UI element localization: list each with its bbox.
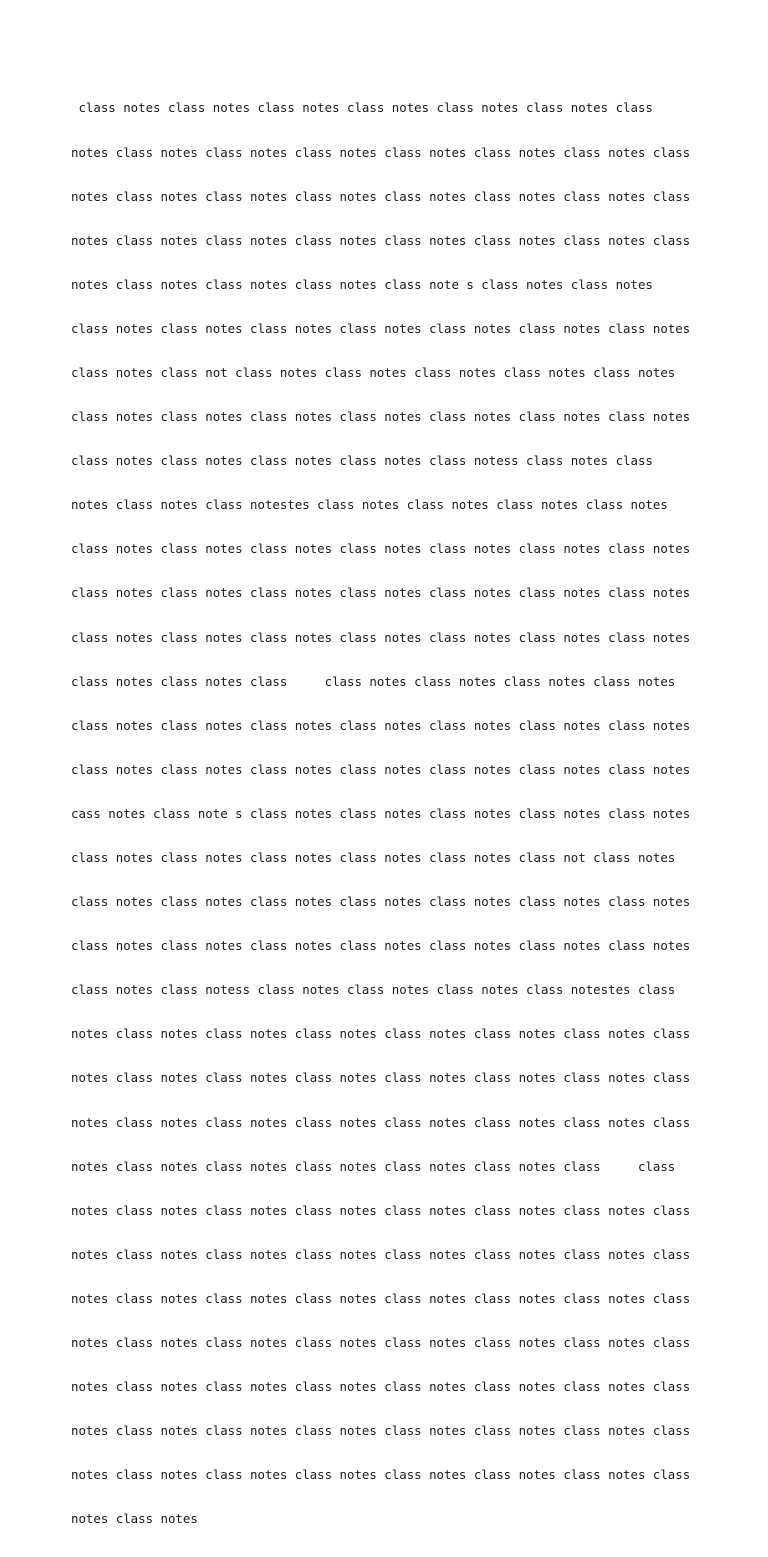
text-line: notes class notes class notes class notes class notes class notes class notes class bbox=[71, 1114, 691, 1130]
text-line: cass notes class note s class notes class notes class notes class notes class notes bbox=[71, 805, 691, 821]
text-line: class notes class notes class notes class notes class notes class not class notes bbox=[71, 850, 676, 865]
text-line: class notes class notes class notes class notes class notes class notes class notes bbox=[71, 894, 691, 910]
text-line: class notes class not class notes class notes class notes class notes class notes bbox=[71, 364, 676, 380]
text-line: class notes class notes class notes class notes class notes class notes class notes bbox=[71, 761, 691, 777]
text-line: notes class notes class notes class notes class notes class notes class notes class bbox=[71, 232, 691, 248]
text-line: notes class notes class notes class notes class notes class notes class notes class bbox=[71, 1070, 691, 1086]
text-line: class notes class notes class notes class notes class notess class notes class bbox=[71, 453, 653, 469]
text-line: class notes class notes class notes class notes class notes class notes class notes bbox=[71, 541, 691, 557]
text-line: notes class notes class notes class notes class notes class notes class notes class bbox=[71, 1423, 691, 1439]
text-line: notes class notes class notes class notes class notes class notes class class bbox=[71, 1158, 676, 1174]
text-line: notes class notes class notes class notes class notes class notes class notes class bbox=[71, 1202, 691, 1218]
text-line: class notes class notes class notes class notes class notes class notes class notes bbox=[71, 717, 691, 733]
text-line: class notes class notes class notes class notes class notes class notes class notes bbox=[71, 585, 691, 601]
text-line: class notes class notes class notes class notes class notes class notes class notes bbox=[71, 938, 691, 954]
text-line: notes class notes class notestes class notes class notes class notes class notes bbox=[71, 497, 668, 513]
text-line: class notes class notess class notes class notes class notes class notestes class bbox=[71, 982, 676, 998]
text-line: class notes class notes class notes class notes class notes class notes class notes bbox=[71, 320, 691, 336]
text-line: notes class notes class notes class notes class notes class notes class notes class bbox=[71, 1467, 691, 1483]
text-line: notes class notes class notes class notes class notes class notes class notes class bbox=[71, 1290, 691, 1306]
text-line: notes class notes class notes class notes class notes class notes class notes class bbox=[71, 1335, 691, 1351]
text-line: notes class notes class notes class notes class notes class notes class notes class bbox=[71, 188, 691, 204]
body-text bbox=[71, 72, 731, 1557]
text-line: notes class notes class notes class notes class notes class notes class notes class bbox=[71, 144, 691, 160]
text-line: notes class notes class notes class notes class notes class notes class notes class bbox=[71, 1379, 691, 1395]
text-line: class notes class notes class notes class notes class notes class notes class notes bbox=[71, 409, 691, 425]
text-line: notes class notes class notes class notes class notes class notes class notes class bbox=[71, 1246, 691, 1262]
text-line: notes class notes class notes class notes class note s class notes class notes bbox=[71, 276, 653, 292]
text-line: class notes class notes class notes class notes class notes class notes class bbox=[71, 100, 653, 116]
text-line: notes class notes class notes class notes class notes class notes class notes class bbox=[71, 1026, 691, 1042]
text-line: notes class notes bbox=[71, 1511, 198, 1527]
text-line: class notes class notes class notes class notes class notes class notes class notes bbox=[71, 629, 691, 645]
text-line: class notes class notes class class notes class notes class notes class notes bbox=[71, 673, 676, 689]
